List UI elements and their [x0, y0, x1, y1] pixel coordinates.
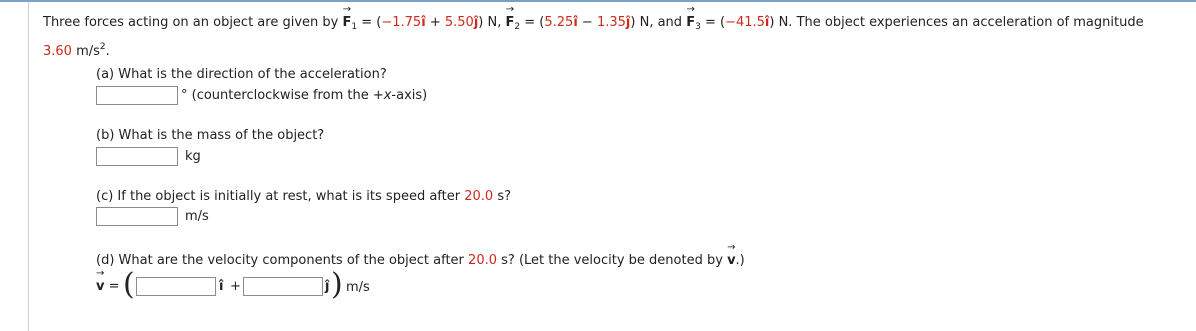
velocity-lhs: → v = [96, 279, 120, 295]
part-d-vx-input[interactable] [136, 277, 216, 296]
f2-y-value: 1.35 [596, 15, 626, 30]
part-d-unit: m/s [346, 280, 370, 295]
acceleration-magnitude: 3.60 $m/s^2$. [43, 42, 110, 59]
part-d-vy-input[interactable] [243, 277, 323, 296]
f1-y-value: 5.50 [444, 15, 474, 30]
f2-x-value: 5.25 [544, 15, 574, 30]
part-a-answer-input[interactable] [96, 86, 178, 105]
right-paren: ) [331, 267, 343, 302]
left-paren: ( [123, 267, 135, 302]
force-f3-symbol: → F [686, 15, 695, 31]
part-b-answer-input[interactable] [96, 147, 178, 166]
top-rule [0, 0, 1196, 2]
plus-sign: + [230, 279, 241, 294]
force-f2-symbol: → F [505, 15, 514, 31]
velocity-symbol: → v [727, 253, 735, 269]
part-c-unit: m/s [185, 209, 209, 224]
part-c-time: 20.0 [464, 189, 494, 204]
part-a-question: (a) What is the direction of the acceleration? [96, 67, 387, 82]
part-d-time: 20.0 [468, 253, 497, 268]
f3-x-value: −41.5 [725, 15, 765, 30]
problem-statement: Three forces acting on an object are given by → $F_1$ = (−1.75î + 5.50ĵ) N, → $F_2$ = (5.25î − 1.35ĵ) N, and → $F_3$ = (−41.5î) N. The object experiences an acceleration of magnitude [43, 15, 1144, 35]
part-a-unit: ° (counterclockwise from the +x-axis) [181, 88, 428, 103]
part-b-unit: kg [185, 149, 201, 164]
part-c-answer-input[interactable] [96, 207, 178, 226]
part-c-question: (c) If the object is initially at rest, what is its speed after 20.0 s? [96, 189, 511, 204]
part-b-question: (b) What is the mass of the object? [96, 128, 325, 143]
part-d-question: (d) What are the velocity components of the object after 20.0 s? (Let the velocity be denoted by → v.) [96, 253, 745, 269]
left-rule [28, 2, 29, 331]
f1-x-value: −1.75 [381, 15, 422, 30]
i-hat: î [219, 279, 224, 294]
j-hat: ĵ [325, 279, 330, 294]
force-f1-symbol: → F [342, 15, 351, 31]
